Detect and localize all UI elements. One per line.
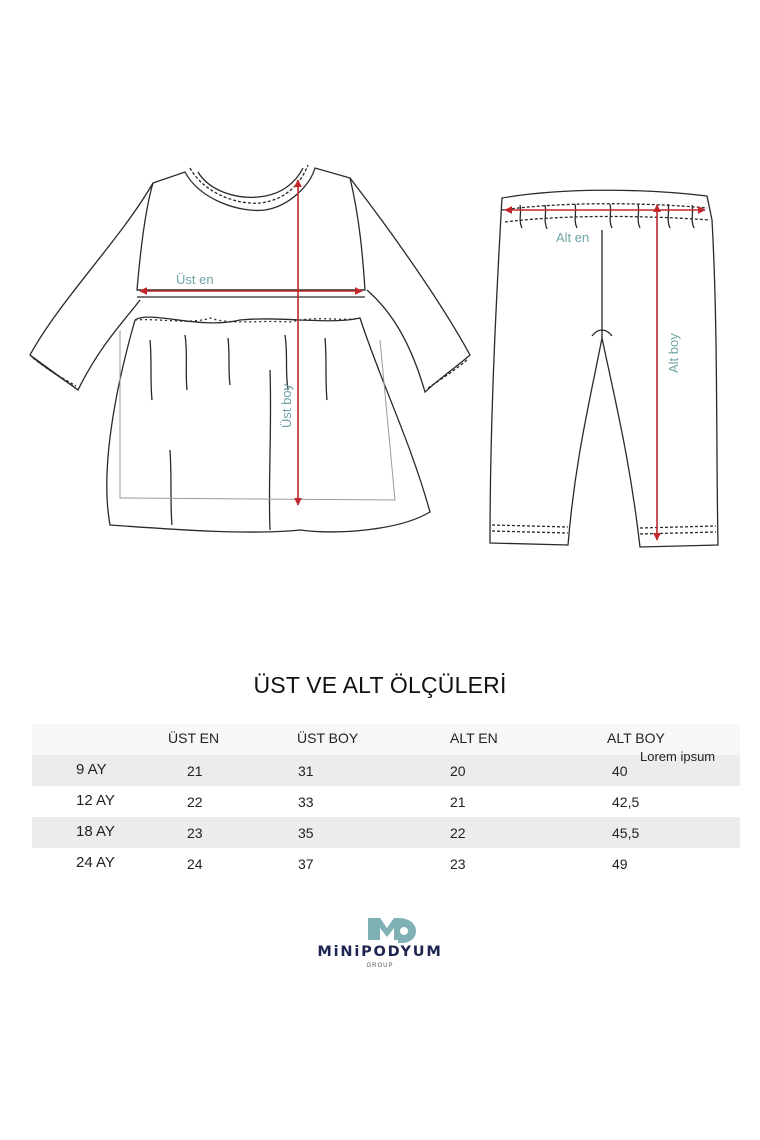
table-cell: 49 (612, 856, 628, 872)
table-row (32, 755, 740, 786)
table-cell: 22 (187, 794, 203, 810)
size-label-cell: 18 AY (76, 823, 115, 840)
size-label-cell: 12 AY (76, 792, 115, 809)
size-label-cell: 24 AY (76, 854, 115, 871)
mp-monogram-icon (360, 910, 455, 970)
table-header-cell: ALT EN (450, 730, 498, 746)
table-cell: 33 (298, 794, 314, 810)
table-header-row (32, 724, 740, 755)
table-row (32, 817, 740, 848)
table-cell: 22 (450, 825, 466, 841)
table-cell: 21 (450, 794, 466, 810)
size-table (32, 724, 740, 879)
table-header-cell: ÜST EN (168, 730, 220, 746)
page-title: ÜST VE ALT ÖLÇÜLERİ (253, 672, 507, 698)
brand-name: MiNiPODYUM (317, 944, 443, 960)
size-label-cell: 9 AY (76, 761, 107, 778)
table-cell: 37 (298, 856, 314, 872)
table-row (32, 786, 740, 817)
label-top-width: Üst en (176, 272, 214, 287)
label-top-length: Üst boy (279, 383, 294, 428)
table-cell: 21 (187, 763, 203, 779)
table-cell: 42,5 (612, 794, 640, 810)
table-cell: 31 (298, 763, 314, 779)
table-cell: 23 (187, 825, 203, 841)
table-cell: 40 (612, 763, 628, 779)
top-garment-drawing (30, 165, 470, 532)
table-header-cell: ÜST BOY (297, 730, 359, 746)
table-cell: 20 (450, 763, 466, 779)
brand-subtitle: GROUP (366, 963, 394, 969)
table-header-cell: ALT BOY (607, 730, 665, 746)
table-row (32, 848, 740, 879)
table-cell: 24 (187, 856, 203, 872)
label-bottom-width: Alt en (556, 230, 590, 245)
label-bottom-length: Alt boy (666, 333, 681, 373)
table-cell: 45,5 (612, 825, 640, 841)
table-cell: 23 (450, 856, 466, 872)
bottom-garment-drawing (490, 190, 718, 547)
table-cell: 35 (298, 825, 314, 841)
table-note: Lorem ipsum (640, 749, 716, 764)
